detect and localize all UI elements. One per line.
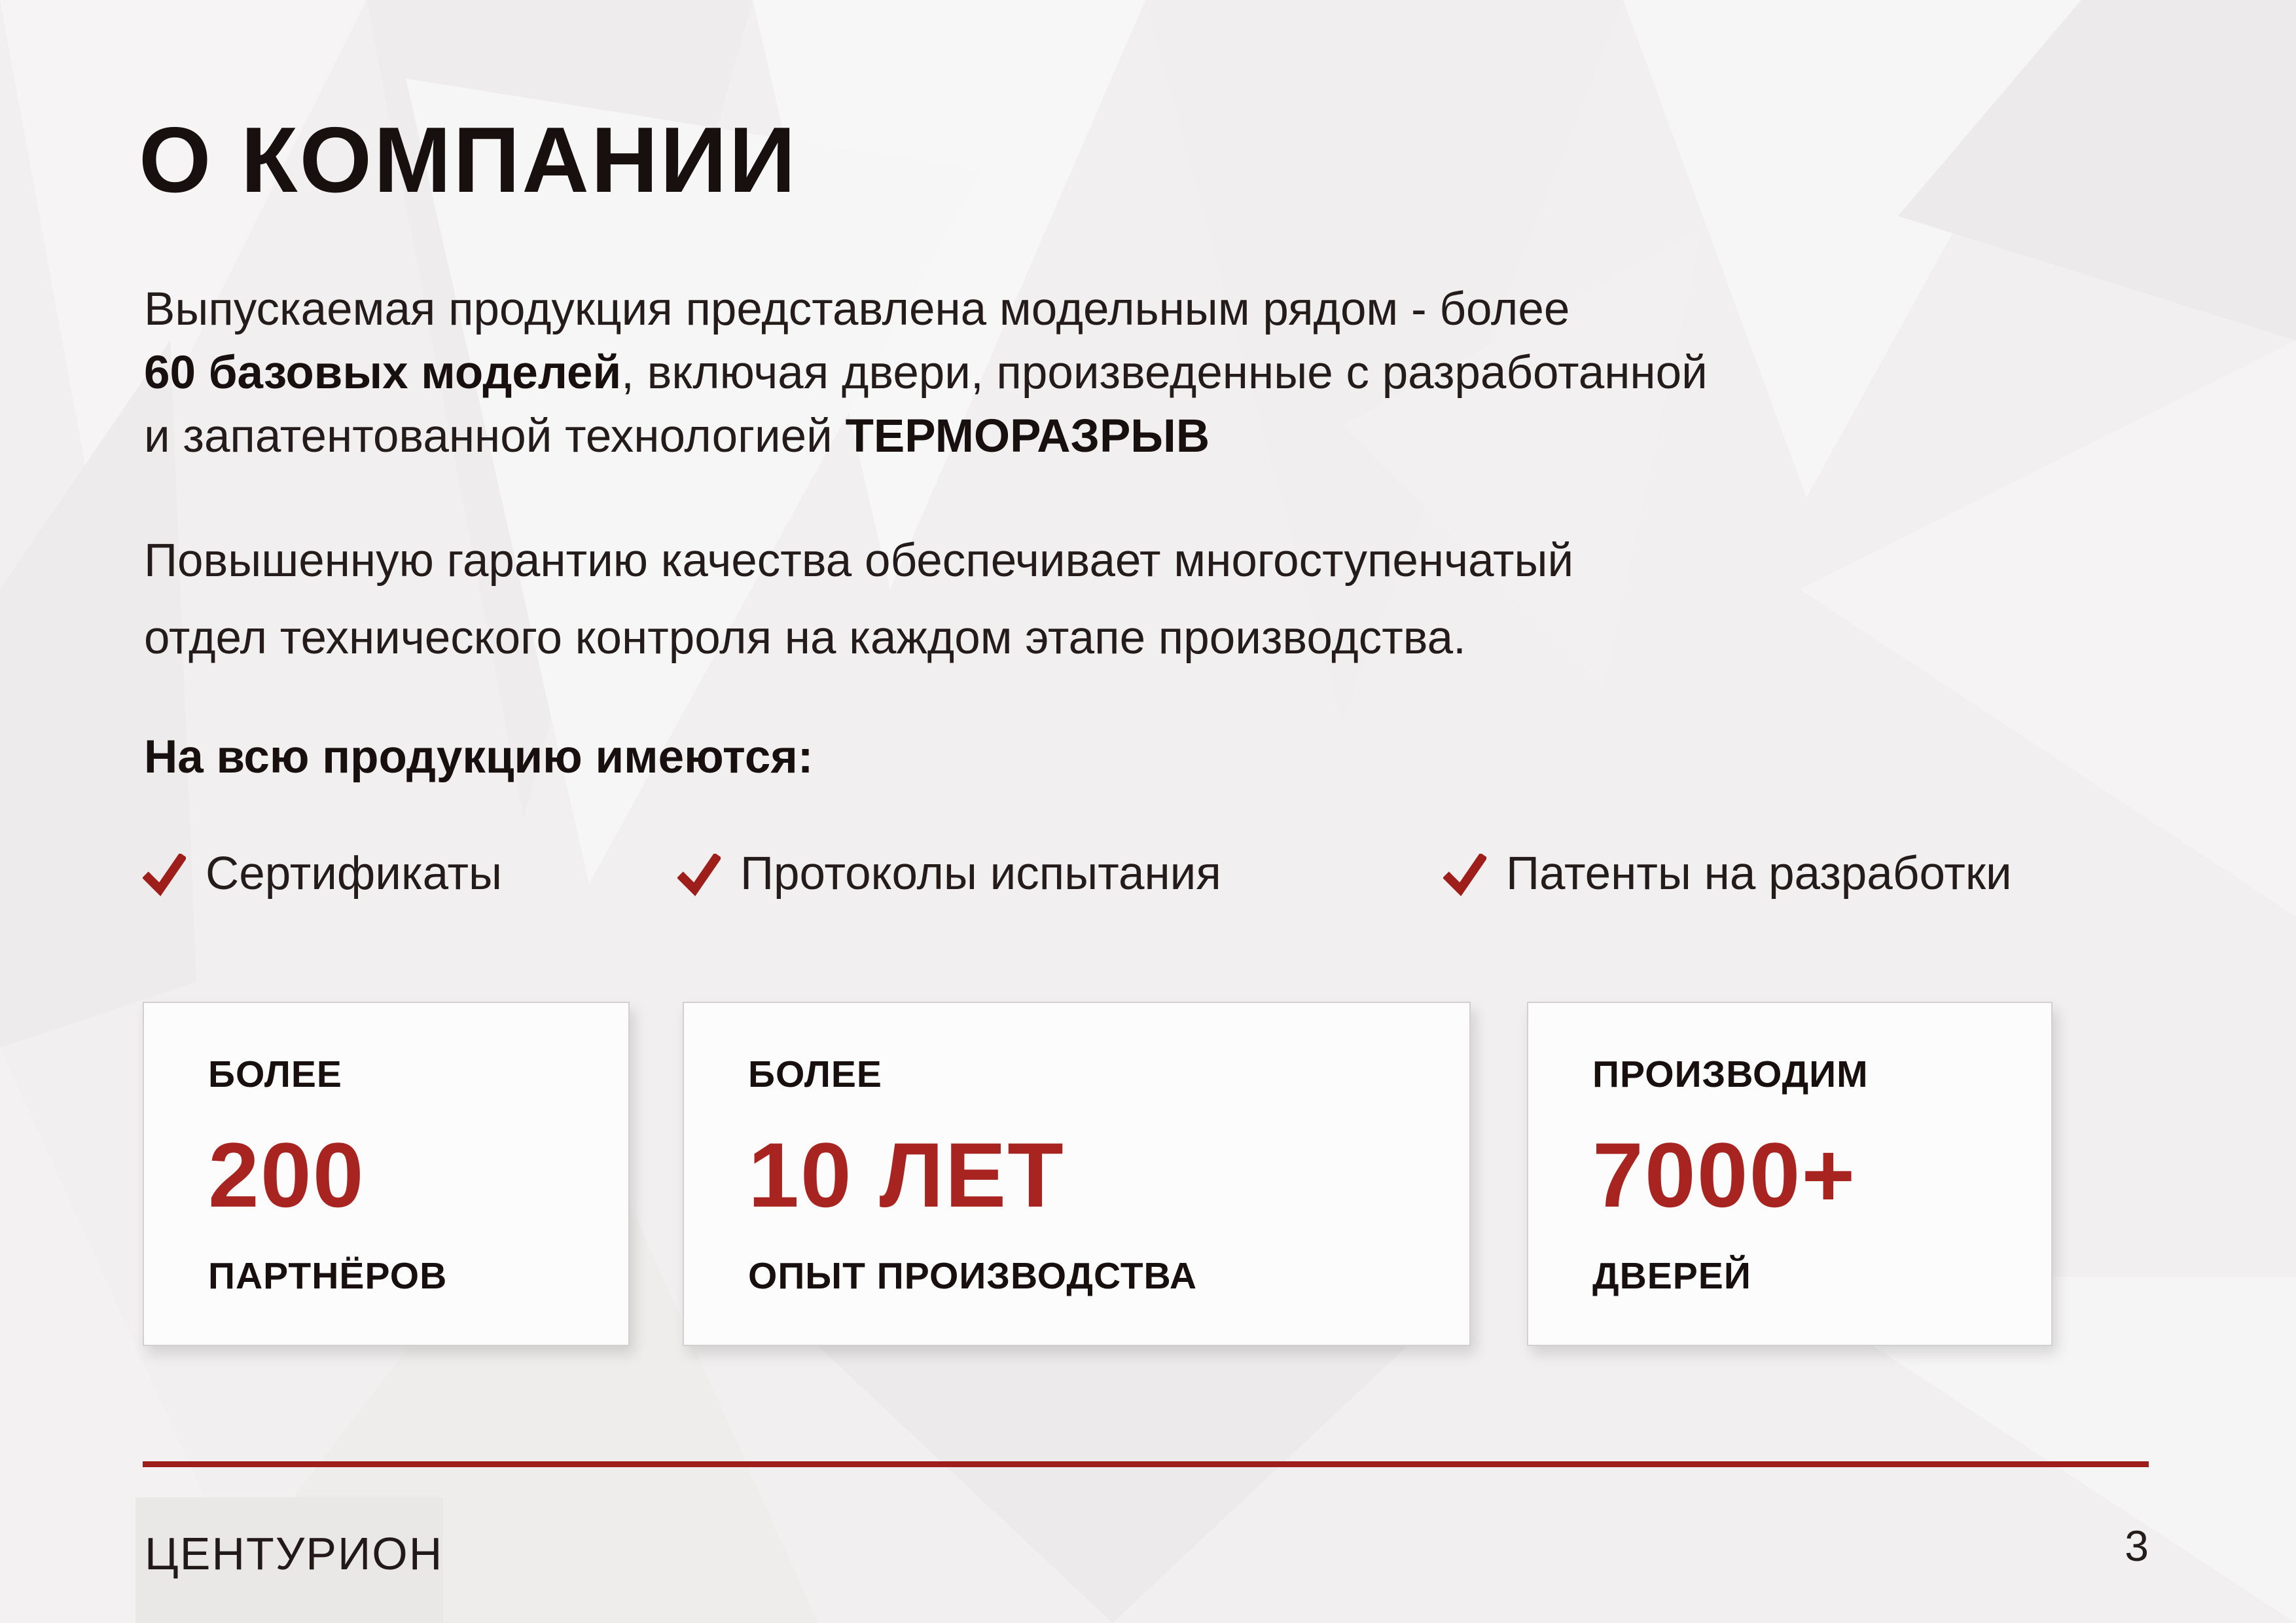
stat-bottom-label: ПАРТНЁРОВ (208, 1255, 448, 1297)
stat-top-label: БОЛЕЕ (748, 1053, 882, 1095)
stat-top-label: ПРОИЗВОДИМ (1592, 1053, 1869, 1095)
footer-divider-line (143, 1461, 2149, 1467)
check-icon (143, 854, 186, 897)
feature-item-patents (1443, 847, 2012, 900)
stat-bottom-label: ОПЫТ ПРОИЗВОДСТВА (748, 1255, 1197, 1297)
intro-bold-models: 60 базовых моделей (144, 347, 622, 399)
stat-value: 10 ЛЕТ (748, 1123, 1065, 1226)
stat-card-experience (683, 1002, 1471, 1346)
check-icon (677, 854, 721, 897)
feature-label: Патенты на разработки (1506, 847, 2012, 900)
stat-bottom-label: ДВЕРЕЙ (1592, 1255, 1751, 1297)
intro-paragraph (144, 278, 1708, 468)
intro-line-1: Выпускаемая продукция представлена модельным рядом - более (144, 283, 1570, 335)
feature-item-test-protocols (677, 847, 1221, 900)
stat-value: 7000+ (1592, 1123, 1857, 1226)
feature-label: Сертификаты (206, 847, 503, 900)
intro-line-2: 60 базовых моделей, включая двери, произведенные с разработанной (144, 347, 1708, 399)
brand-wordmark: ЦЕНТУРИОН (145, 1528, 444, 1579)
page-number: 3 (2125, 1522, 2149, 1570)
stat-card-doors (1527, 1002, 2053, 1346)
quality-line-2: отдел технического контроля на каждом этапе производства. (144, 612, 1466, 664)
intro-bold-termorazryv: ТЕРМОРАЗРЫВ (845, 410, 1210, 462)
feature-label: Протоколы испытания (740, 847, 1221, 900)
stat-top-label: БОЛЕЕ (208, 1053, 342, 1095)
check-icon (1443, 854, 1486, 897)
stat-card-partners (143, 1002, 630, 1346)
features-heading: На всю продукцию имеются: (144, 731, 814, 783)
stat-value: 200 (208, 1123, 365, 1226)
quality-paragraph (144, 522, 1573, 677)
brand-chip (135, 1497, 443, 1623)
feature-item-certificates (143, 847, 502, 900)
intro-line-3: и запатентованной технологией ТЕРМОРАЗРЫВ (144, 410, 1210, 462)
quality-line-1: Повышенную гарантию качества обеспечивает многоступенчатый (144, 535, 1574, 587)
page-title: О КОМПАНИИ (139, 108, 798, 212)
